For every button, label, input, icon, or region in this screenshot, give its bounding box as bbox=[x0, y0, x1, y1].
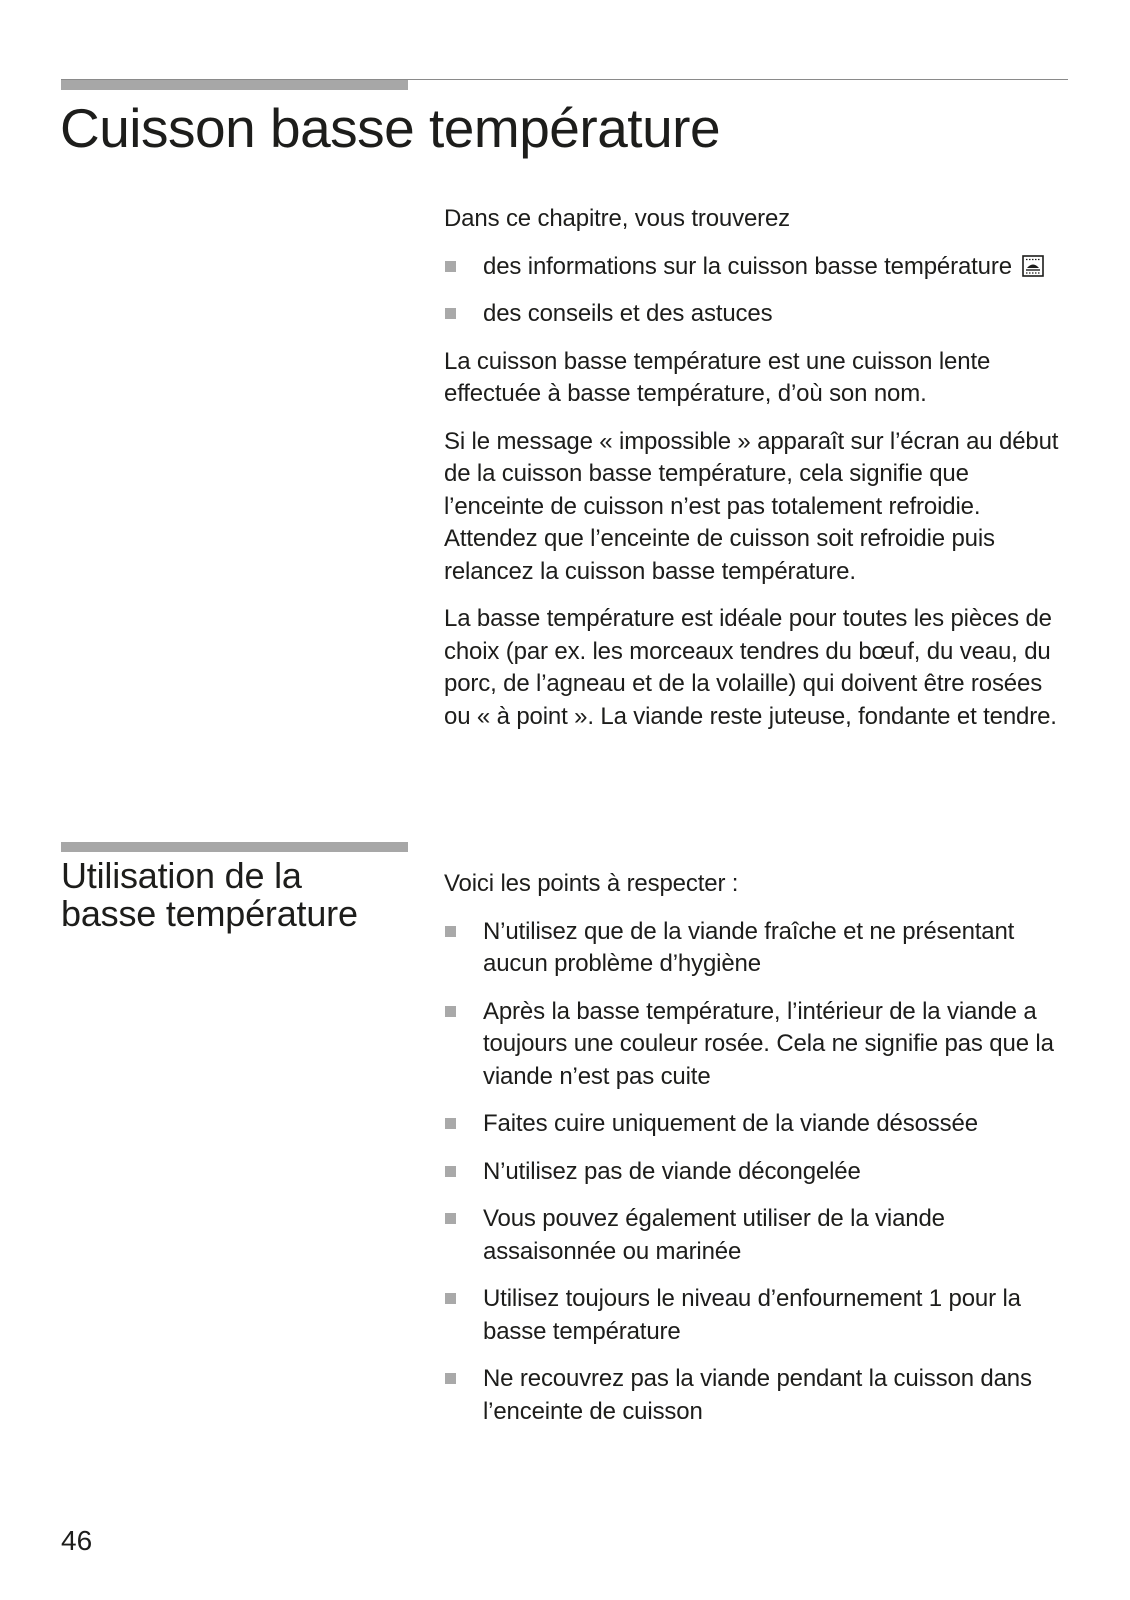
rules-column bbox=[444, 868, 1074, 1443]
square-bullet-icon bbox=[445, 308, 456, 319]
section-heading-line: basse température bbox=[61, 893, 358, 934]
low-temperature-oven-icon bbox=[1022, 255, 1044, 277]
square-bullet-icon bbox=[445, 926, 456, 937]
square-bullet-icon bbox=[445, 261, 456, 272]
list-item bbox=[444, 1108, 1074, 1141]
list-item-text: Faites cuire uniquement de la viande désossée bbox=[483, 1110, 978, 1137]
list-item bbox=[444, 1203, 1074, 1268]
section-lead: Voici les points à respecter : bbox=[444, 870, 739, 897]
rules-bullet-list bbox=[444, 916, 1074, 1429]
body-paragraph: La cuisson basse température est une cuisson lente effectuée à basse température, d’où son nom. bbox=[444, 347, 991, 407]
list-item bbox=[444, 298, 1074, 331]
list-item-text: Ne recouvrez pas la viande pendant la cuisson dans l’enceinte de cuisson bbox=[483, 1365, 1032, 1425]
list-item bbox=[444, 1363, 1074, 1428]
page-title: Cuisson basse température bbox=[60, 97, 721, 159]
square-bullet-icon bbox=[445, 1293, 456, 1304]
square-bullet-icon bbox=[445, 1006, 456, 1017]
intro-bullet-list bbox=[444, 251, 1074, 331]
header-accent-bar bbox=[61, 80, 408, 90]
square-bullet-icon bbox=[445, 1166, 456, 1177]
list-item-text: N’utilisez pas de viande décongelée bbox=[483, 1157, 861, 1185]
body-paragraph: Si le message « impossible » apparaît sur l’écran au début de la cuisson basse température, cela signifie que l’enceinte de cuisson n’est pas totalement refroidie. Attendez que l’enceinte de cuisson soit refroidie puis relancez la cuisson basse température. bbox=[444, 427, 1059, 585]
list-item bbox=[444, 1156, 1074, 1189]
section-heading bbox=[61, 857, 408, 933]
list-item bbox=[444, 1283, 1074, 1348]
list-item-text: Utilisez toujours le niveau d’enfournement 1 pour la basse température bbox=[483, 1285, 1021, 1345]
section-heading-line: Utilisation de la bbox=[61, 855, 302, 896]
section-accent-bar bbox=[61, 842, 408, 852]
intro-column bbox=[444, 203, 1074, 748]
list-item-text: des conseils et des astuces bbox=[483, 300, 773, 327]
list-item bbox=[444, 916, 1074, 981]
intro-lead: Dans ce chapitre, vous trouverez bbox=[444, 205, 791, 232]
square-bullet-icon bbox=[445, 1118, 456, 1129]
list-item bbox=[444, 251, 1074, 284]
list-item bbox=[444, 996, 1074, 1094]
body-paragraph: La basse température est idéale pour toutes les pièces de choix (par ex. les morceaux tendres du bœuf, du veau, du porc, de l’agneau et de la volaille) qui doivent être rosées ou « à point ». La viande reste juteuse, fondante et tendre. bbox=[444, 605, 1057, 730]
page-number: 46 bbox=[61, 1525, 93, 1556]
list-item-text: Vous pouvez également utiliser de la viande assaisonnée ou marinée bbox=[483, 1205, 945, 1265]
list-item-text: N’utilisez que de la viande fraîche et ne présentant aucun problème d’hygiène bbox=[483, 917, 1015, 977]
list-item-text: Après la basse température, l’intérieur de la viande a toujours une couleur rosée. Cela ne signifie pas que la viande n’est pas cuite bbox=[483, 997, 1054, 1090]
square-bullet-icon bbox=[445, 1373, 456, 1384]
square-bullet-icon bbox=[445, 1213, 456, 1224]
list-item-text: des informations sur la cuisson basse température bbox=[483, 252, 1012, 280]
